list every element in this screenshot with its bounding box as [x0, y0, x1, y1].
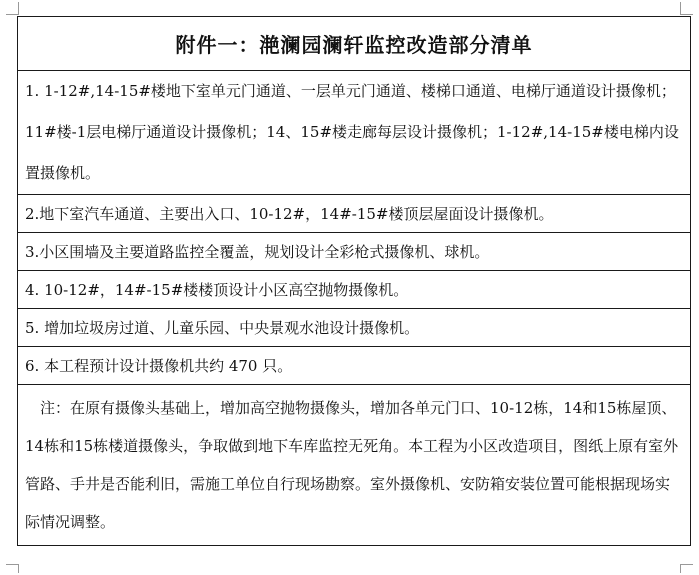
list-item-5 [18, 309, 691, 347]
list-item-text: 4. 10-12#，14#-15#楼楼顶设计小区高空抛物摄像机。 [18, 271, 691, 309]
list-item-3 [18, 233, 691, 271]
list-item-text: 2.地下室汽车通道、主要出入口、10-12#，14#-15#楼顶层屋面设计摄像机。 [18, 195, 691, 233]
title-row [18, 17, 691, 71]
crop-mark-bottom-left [6, 564, 19, 573]
surveillance-list-table [17, 16, 691, 546]
list-item-text: 1. 1-12#,14-15#楼地下室单元门通道、一层单元门通道、楼梯口通道、电梯厅通道设计摄像机；11#楼-1层电梯厅通道设计摄像机；14、15#楼走廊每层设计摄像机；1-12#,14-15#楼电梯内设置摄像机。 [18, 71, 691, 195]
crop-mark-bottom-right [680, 564, 693, 573]
crop-mark-top-right [680, 2, 693, 15]
list-item-text: 5. 增加垃圾房过道、儿童乐园、中央景观水池设计摄像机。 [18, 309, 691, 347]
list-item-2 [18, 195, 691, 233]
list-item-4 [18, 271, 691, 309]
note-text: 注：在原有摄像头基础上，增加高空抛物摄像头，增加各单元门口、10-12栋，14和15栋屋顶、14栋和15栋楼道摄像头，争取做到地下车库监控无死角。本工程为小区改造项目，图纸上原有室外管路、手井是否能利旧，需施工单位自行现场勘察。室外摄像机、安防箱安装位置可能根据现场实际情况调整。 [18, 385, 691, 546]
table-title: 附件一：滟澜园澜轩监控改造部分清单 [18, 17, 691, 71]
list-item-text: 3.小区围墙及主要道路监控全覆盖，规划设计全彩枪式摄像机、球机。 [18, 233, 691, 271]
note-row [18, 385, 691, 546]
list-item-6 [18, 347, 691, 385]
list-item-1 [18, 71, 691, 195]
list-item-text: 6. 本工程预计设计摄像机共约 470 只。 [18, 347, 691, 385]
crop-mark-top-left [6, 2, 19, 15]
